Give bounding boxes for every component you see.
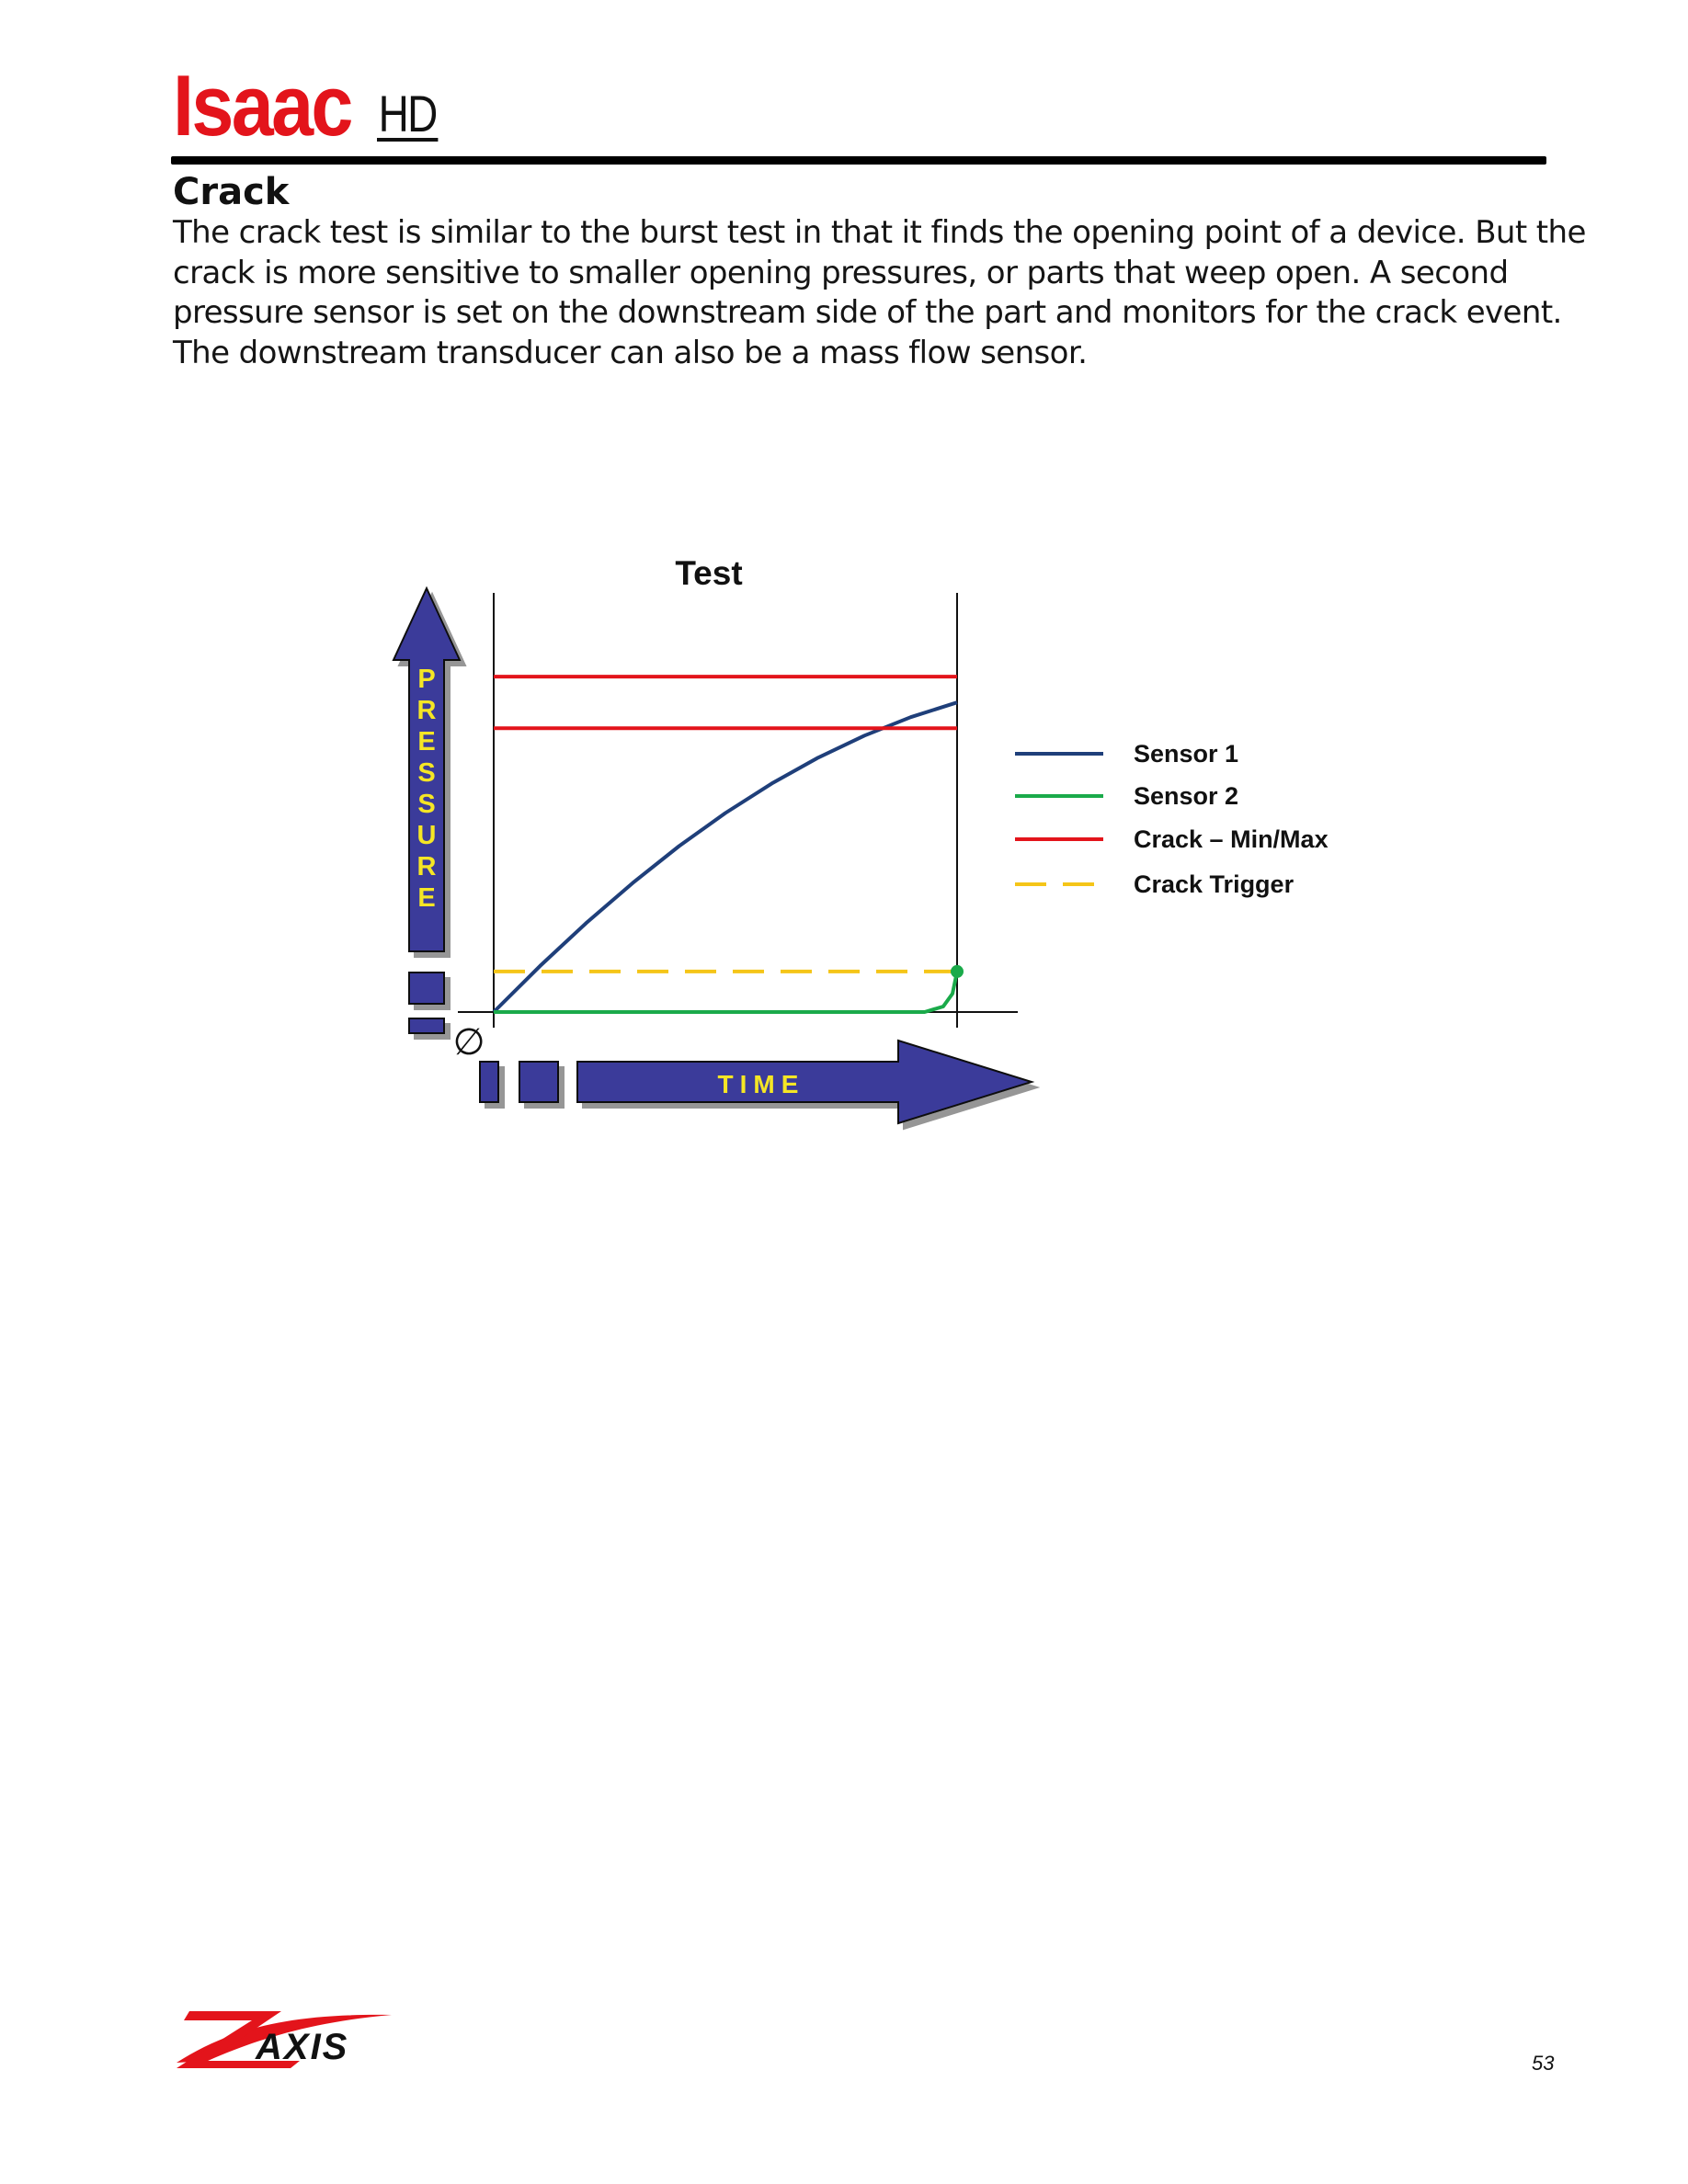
chart-title: Test [675, 554, 743, 592]
pressure-letter-5: U [416, 821, 437, 850]
pressure-letter-2: E [417, 727, 436, 756]
legend-label-sensor-1: Sensor 1 [1134, 740, 1239, 768]
logo-hd-text: HD [378, 85, 437, 142]
sensor-2-line [494, 972, 957, 1012]
footer-brand: AXIS [256, 2027, 349, 2067]
zaxis-logo [171, 2004, 447, 2077]
pressure-block-2 [409, 1018, 444, 1033]
sensor-1-line [494, 702, 957, 1012]
pressure-letter-3: S [417, 758, 436, 788]
time-axis-label: TIME [717, 1070, 805, 1098]
legend-label-crack-trigger: Crack Trigger [1134, 870, 1295, 898]
section-paragraph: The crack test is similar to the burst test in that it finds the opening point of a device. But the crack is more sensitive to smaller opening pressures, or parts that weep open. A second pressure sensor is set on the downstream side of the part and monitors for the crack event. The downstream transducer can also be a mass flow sensor. [173, 214, 1586, 371]
crack-event-point [951, 965, 964, 978]
time-block-1 [480, 1062, 498, 1102]
pressure-letter-6: R [416, 852, 437, 882]
logo-isaac-text: Isaac [173, 57, 351, 154]
legend [1015, 740, 1329, 898]
legend-label-crack-min-max: Crack – Min/Max [1134, 825, 1329, 853]
pressure-block-1 [409, 973, 444, 1004]
pressure-letter-0: P [417, 665, 436, 694]
origin-label: ∅ [452, 1021, 485, 1064]
section-title: Crack [173, 171, 290, 213]
time-block-2 [519, 1062, 558, 1102]
page-number: 53 [1532, 2052, 1555, 2075]
pressure-letter-7: E [417, 883, 436, 913]
pressure-letter-1: R [416, 696, 437, 725]
legend-label-sensor-2: Sensor 2 [1134, 782, 1239, 810]
pressure-letter-4: S [417, 790, 436, 819]
series-layer [494, 677, 964, 1012]
